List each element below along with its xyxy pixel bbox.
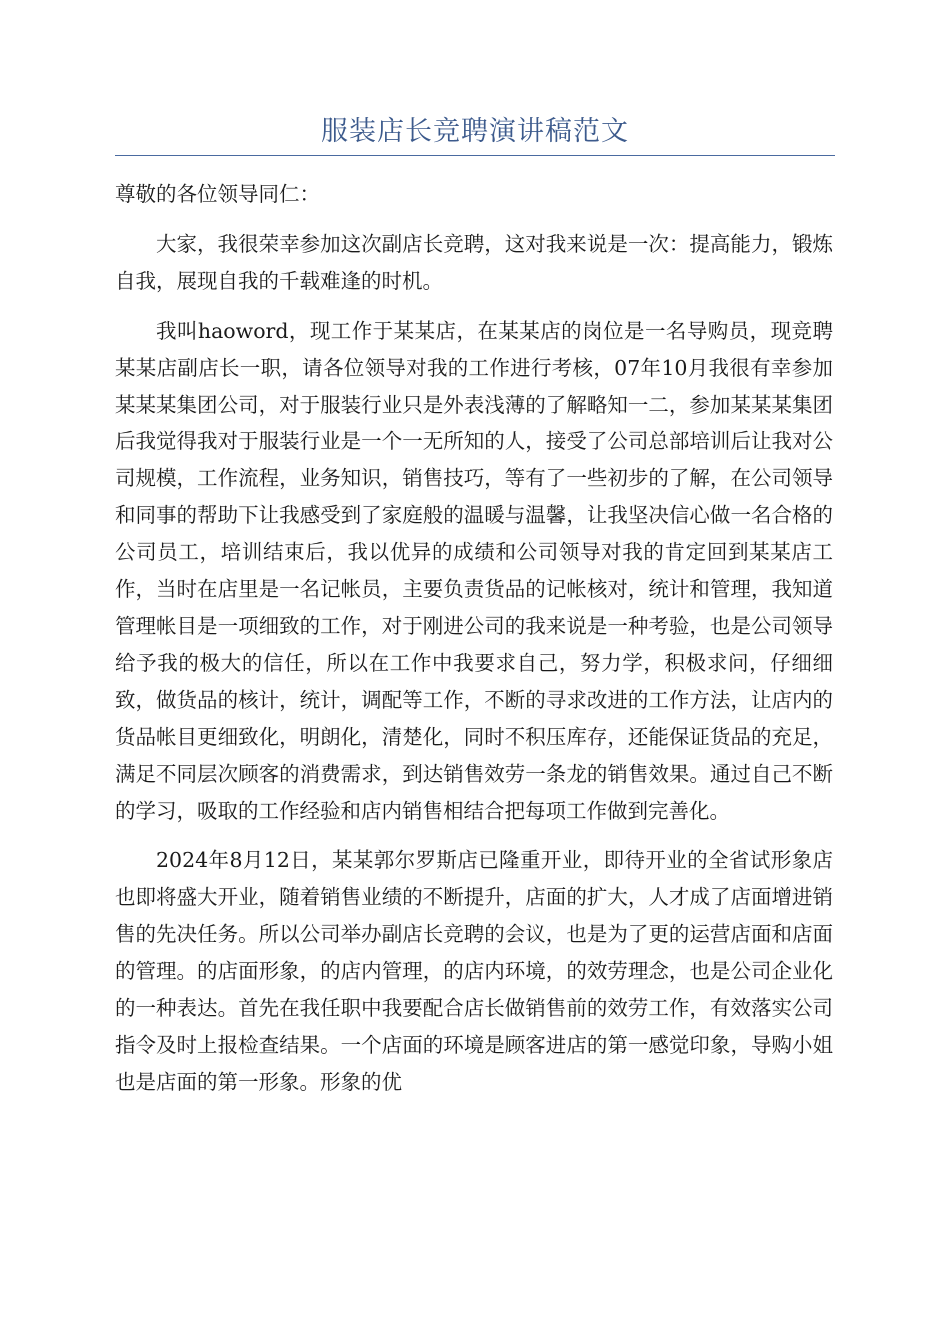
body-paragraph: 我叫haoword，现工作于某某店，在某某店的岗位是一名导购员，现竞聘某某店副店长一职，请各位领导对我的工作进行考核，07年10月我很有幸参加某某某集团公司，对于服装行业只是外表浅薄的了解略知一二，参加某某某集团后我觉得我对于服装行业是一个一无所知的人，接受了公司总部培训后让我对公司规模，工作流程，业务知识，销售技巧，等有了一些初步的了解，在公司领导和同事的帮助下让我感受到了家庭般的温暖与温馨，让我坚决信心做一名合格的公司员工，培训结束后，我以优异的成绩和公司领导对我的肯定回到某某店工作，当时在店里是一名记帐员，主要负责货品的记帐核对，统计和管理，我知道管理帐目是一项细致的工作，对于刚进公司的我来说是一种考验，也是公司领导给予我的极大的信任，所以在工作中我要求自己，努力学，积极求问，仔细细致，做货品的核计，统计，调配等工作，不断的寻求改进的工作方法，让店内的货品帐目更细致化，明朗化，清楚化，同时不积压库存，还能保证货品的充足，满足不同层次顾客的消费需求，到达销售效劳一条龙的销售效果。通过自己不断的学习，吸取的工作经验和店内销售相结合把每项工作做到完善化。 <box>115 318 833 823</box>
body-paragraph: 大家，我很荣幸参加这次副店长竞聘，这对我来说是一次：提高能力，锻炼自我，展现自我的千载难逢的时机。 <box>115 231 833 293</box>
title-underline <box>115 155 835 156</box>
document-title: 服装店长竞聘演讲稿范文 <box>321 116 629 147</box>
salutation-paragraph: 尊敬的各位领导同仁： <box>115 182 320 206</box>
document-body <box>115 176 833 1114</box>
body-paragraph: 2024年8月12日，某某郭尔罗斯店已隆重开业，即待开业的全省试形象店也即将盛大开业，随着销售业绩的不断提升，店面的扩大，人才成了店面增进销售的先决任务。所以公司举办副店长竞聘的会议，也是为了更的运营店面和店面的管理。的店面形象，的店内管理，的店内环境，的效劳理念，也是公司企业化的一种表达。首先在我任职中我要配合店长做销售前的效劳工作，有效落实公司指令及时上报检查结果。一个店面的环境是顾客进店的第一感觉印象，导购小姐也是店面的第一形象。形象的优 <box>115 848 833 1094</box>
